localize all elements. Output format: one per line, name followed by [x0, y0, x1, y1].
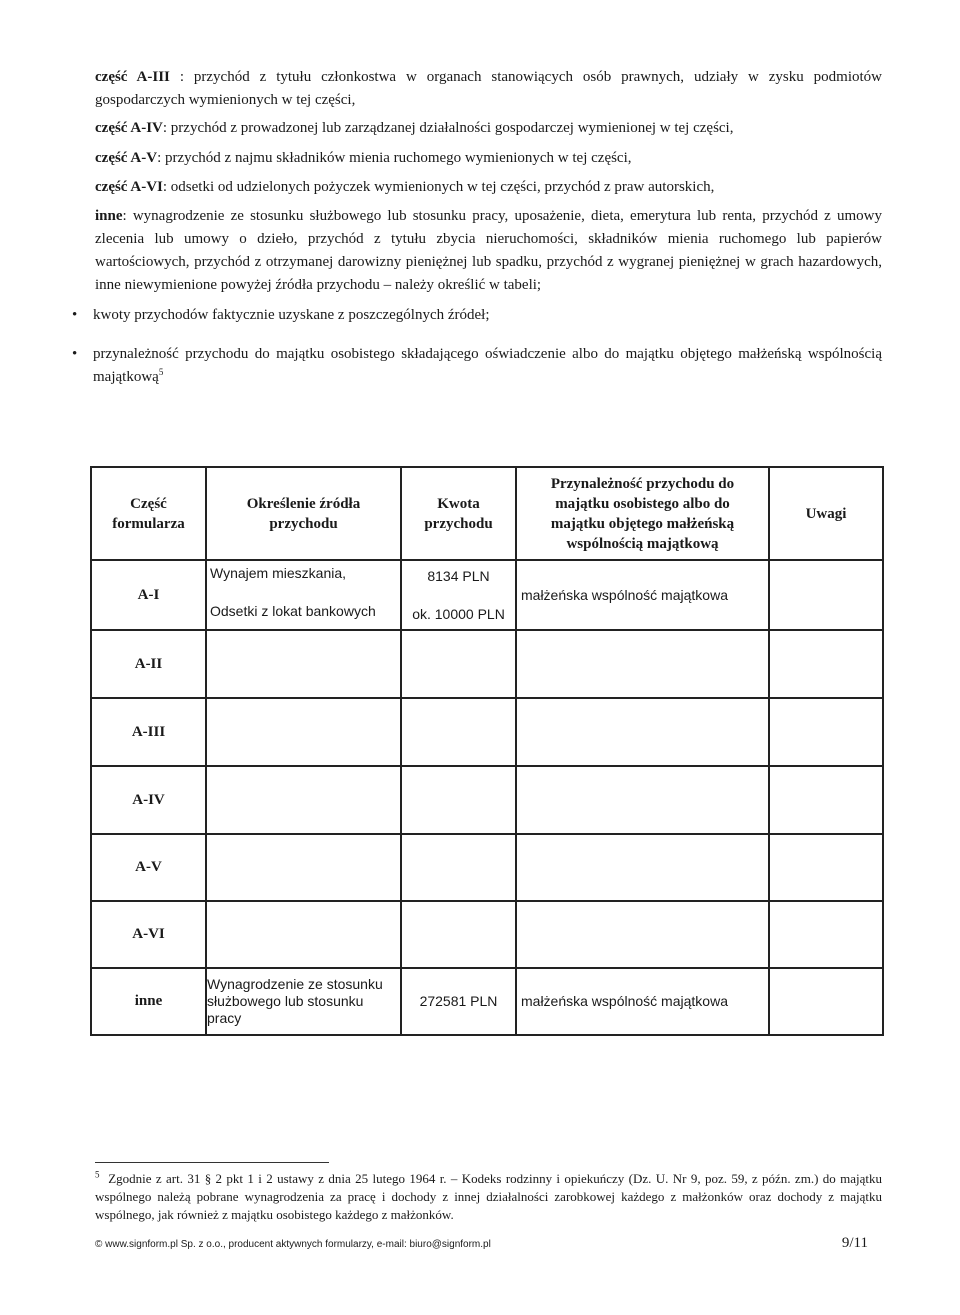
row-label: inne: [91, 968, 206, 1035]
footnote-marker: 5: [95, 1169, 100, 1180]
cell-notes[interactable]: [769, 834, 883, 901]
bullet-text: przynależność przychodu do majątku osobistego składającego oświadczenie albo do majątku objętego małżeńską wspólnością majątkową: [93, 346, 882, 385]
source-line-1: Wynajem mieszkania,: [210, 565, 347, 581]
cell-notes[interactable]: [769, 698, 883, 766]
bullet-text: kwoty przychodów faktycznie uzyskane z poszczególnych źródeł;: [93, 307, 490, 323]
cell-source[interactable]: [206, 630, 401, 698]
cell-source[interactable]: [206, 901, 401, 968]
row-label: A-III: [91, 698, 206, 766]
footnote-text: Zgodnie z art. 31 § 2 pkt 1 i 2 ustawy z dnia 25 lutego 1964 r. – Kodeks rodzinny i opiekuńczy (Dz. U. Nr 9, poz. 59, z późn. zm.) do majątku wspólnego należą pobrane wynagrodzenia za pracę i dochody z innej działalności zarobkowej każdego z małżonków oraz dochody z majątku wspólnego, jak również z majątku osobistego każdego z małżonków.: [95, 1171, 882, 1222]
cell-amount[interactable]: [401, 901, 516, 968]
cell-assets[interactable]: [516, 766, 769, 834]
paragraph-label: część A-IV: [95, 120, 163, 136]
paragraph-text: : przychód z tytułu członkostwa w organach stanowiących osób prawnych, udziały w zysku podmiotów gospodarczych wymienionych w tej części,: [95, 69, 883, 108]
bullet-dot-icon: •: [72, 307, 78, 323]
paragraph-part-a6: [95, 176, 882, 199]
bullet-assets: [72, 343, 882, 389]
paragraph-label: część A-V: [95, 150, 158, 166]
cell-amount[interactable]: [401, 698, 516, 766]
header-source: Określenie źródła przychodu: [206, 467, 401, 560]
amount-line-1: 8134 PLN: [427, 568, 490, 584]
cell-notes[interactable]: [769, 766, 883, 834]
cell-amount[interactable]: [401, 560, 516, 630]
footnote: [95, 1170, 882, 1224]
header-notes: Uwagi: [769, 467, 883, 560]
cell-notes[interactable]: [769, 968, 883, 1035]
footnote-divider: [95, 1162, 329, 1163]
cell-assets[interactable]: małżeńska wspólność majątkowa: [516, 968, 769, 1035]
paragraph-text: : odsetki od udzielonych pożyczek wymienionych w tej części, przychód z praw autorskich,: [162, 179, 715, 195]
income-table: [90, 466, 884, 1036]
table-row-a1: [91, 560, 883, 630]
cell-assets[interactable]: [516, 630, 769, 698]
cell-amount[interactable]: [401, 630, 516, 698]
bullet-text-wrap: [93, 343, 882, 389]
paragraph-text: : przychód z prowadzonej lub zarządzanej działalności gospodarczej wymienionej w tej części,: [162, 120, 734, 136]
table-row-a3: [91, 698, 883, 766]
table-row-a4: [91, 766, 883, 834]
header-assets: Przynależność przychodu do majątku osobistego albo do majątku objętego małżeńską wspólnością majątkową: [516, 467, 769, 560]
paragraph-text: : wynagrodzenie ze stosunku służbowego lub stosunku pracy, uposażenie, dieta, emerytura lub renta, przychód z umowy zlecenia lub umowy o dzieło, przychód z tytułu zbycia nieruchomości, składników mienia ruchomego lub papierów wartościowych, przychód z otrzymanej darowizny pieniężnej lub spadku, przychód z wygranej pieniężnej w grach hazardowych, inne niewymienione powyżej źródła przychodu – należy określić w tabeli;: [95, 208, 882, 293]
paragraph-label: część A-III: [95, 69, 170, 85]
paragraph-part-a4: [95, 117, 882, 140]
header-amount: Kwota przychodu: [401, 467, 516, 560]
table-row-a5: [91, 834, 883, 901]
row-label: A-VI: [91, 901, 206, 968]
table-row-other: [91, 968, 883, 1035]
cell-assets[interactable]: [516, 834, 769, 901]
footer-publisher: © www.signform.pl Sp. z o.o., producent aktywnych formularzy, e-mail: biuro@signform.pl: [95, 1239, 491, 1250]
source-line-2: Odsetki z lokat bankowych: [210, 603, 376, 619]
paragraph-other: [95, 205, 882, 297]
table-row-a2: [91, 630, 883, 698]
row-label: A-I: [91, 560, 206, 630]
page-number: 9/11: [841, 1235, 868, 1251]
cell-source[interactable]: [206, 766, 401, 834]
paragraph-text: : przychód z najmu składników mienia ruchomego wymienionych w tej części,: [157, 150, 632, 166]
paragraph-part-a3: [95, 66, 882, 112]
row-label: A-II: [91, 630, 206, 698]
paragraph-label: część A-VI: [95, 179, 163, 195]
row-label: A-V: [91, 834, 206, 901]
cell-notes[interactable]: [769, 901, 883, 968]
row-label: A-IV: [91, 766, 206, 834]
table-row-a6: [91, 901, 883, 968]
cell-assets[interactable]: [516, 901, 769, 968]
bullet-dot-icon: •: [72, 346, 78, 362]
footnote-ref: 5: [158, 367, 164, 377]
cell-notes[interactable]: [769, 630, 883, 698]
bullet-amounts: [72, 304, 882, 327]
paragraph-part-a5: [95, 147, 882, 170]
cell-assets[interactable]: małżeńska wspólność majątkowa: [516, 560, 769, 630]
paragraph-label: inne: [95, 208, 123, 224]
cell-source[interactable]: [206, 834, 401, 901]
cell-source[interactable]: Wynagrodzenie ze stosunku służbowego lub stosunku pracy: [206, 968, 401, 1035]
cell-amount[interactable]: [401, 766, 516, 834]
amount-line-2: ok. 10000 PLN: [412, 606, 505, 622]
cell-notes[interactable]: [769, 560, 883, 630]
header-part: Część formularza: [91, 467, 206, 560]
cell-amount[interactable]: [401, 834, 516, 901]
cell-assets[interactable]: [516, 698, 769, 766]
table-header-row: [91, 467, 883, 560]
cell-source[interactable]: [206, 560, 401, 630]
cell-source[interactable]: [206, 698, 401, 766]
cell-amount[interactable]: 272581 PLN: [401, 968, 516, 1035]
